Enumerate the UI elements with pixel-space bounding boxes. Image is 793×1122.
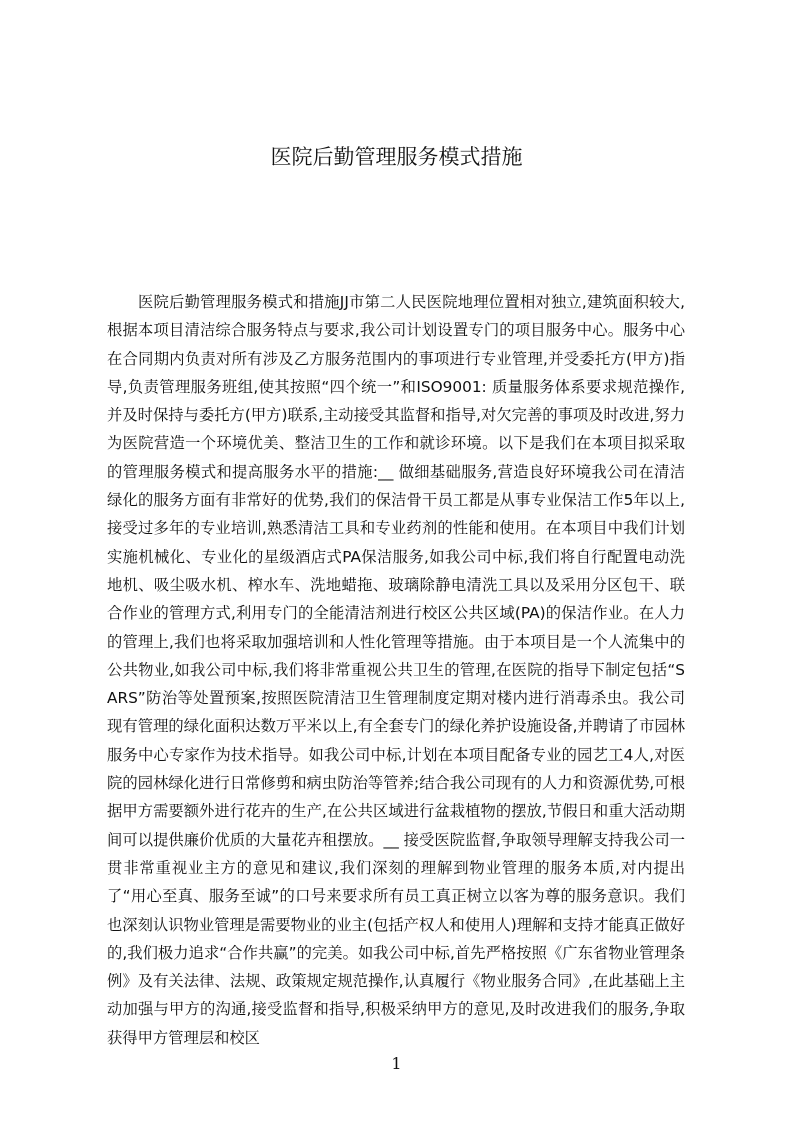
body-paragraph: 医院后勤管理服务模式和措施JJ市第二人民医院地理位置相对独立,建筑面积较大,根据本项目清洁综合服务特点与要求,我公司计划设置专门的项目服务中心。服务中心在合同期内负责对所有涉及乙方服务范围内的事项进行专业管理,并受委托方(甲方)指导,负责管理服务班组,使其按照“四个统一”和ISO9001: 质量服务体系要求规范操作,并及时保持与委托方(甲方)联系,主动接受其监督和指导,对欠完善的事项及时改进,努力为医院营造一个环境优美、整洁卫生的工作和就诊环境。以下是我们在本项目拟采取的管理服务模式和提高服务水平的措施:__ 做细基础服务,营造良好环境我公司在清洁绿化的服务方面有非常好的优势,我们的保洁骨干员工都是从事专业保洁工作5年以上,接受过多年的专业培训,熟悉清洁工具和专业药剂的性能和使用。在本项目中我们计划实施机械化、专业化的星级酒店式PA保洁服务,如我公司中标,我们将自行配置电动洗地机、吸尘吸水机、榨水车、洗地蜡拖、玻璃除静电清洗工具以及采用分区包干、联合作业的管理方式,利用专门的全能清洁剂进行校区公共区域(PA)的保洁作业。在人力的管理上,我们也将采取加强培训和人性化管理等措施。由于本项目是一个人流集中的公共物业,如我公司中标,我们将非常重视公共卫生的管理,在医院的指导下制定包括“SARS”防治等处置预案,按照医院清洁卫生管理制度定期对楼内进行消毒杀虫。我公司现有管理的绿化面积达数万平米以上,有全套专门的绿化养护设施设备,并聘请了市园林服务中心专家作为技术指导。如我公司中标,计划在本项目配备专业的园艺工4人,对医院的园林绿化进行日常修剪和病虫防治等管养;结合我公司现有的人力和资源优势,可根据甲方需要额外进行花卉的生产,在公共区域进行盆栽植物的摆放,节假日和重大活动期间可以提供廉价优质的大量花卉租摆放。__ 接受医院监督,争取领导理解支持我公司一贯非常重视业主方的意见和建议,我们深刻的理解到物业管理的服务本质,对内提出了“用心至真、服务至诚”的口号来要求所有员工真正树立以客为尊的服务意识。我们也深刻认识物业管理是需要物业的业主(包括产权人和使用人)理解和支持才能真正做好的,我们极力追求“合作共赢”的完美。如我公司中标,首先严格按照《广东省物业管理条例》及有关法律、法规、政策规定规范操作,认真履行《物业服务合同》,在此基础上主动加强与甲方的沟通,接受监督和指导,积极采纳甲方的意见,及时改进我们的服务,争取获得甲方管理层和校区: [107, 293, 685, 1047]
document-title: 医院后勤管理服务模式措施: [270, 145, 523, 169]
page-number: 1: [391, 1054, 402, 1073]
